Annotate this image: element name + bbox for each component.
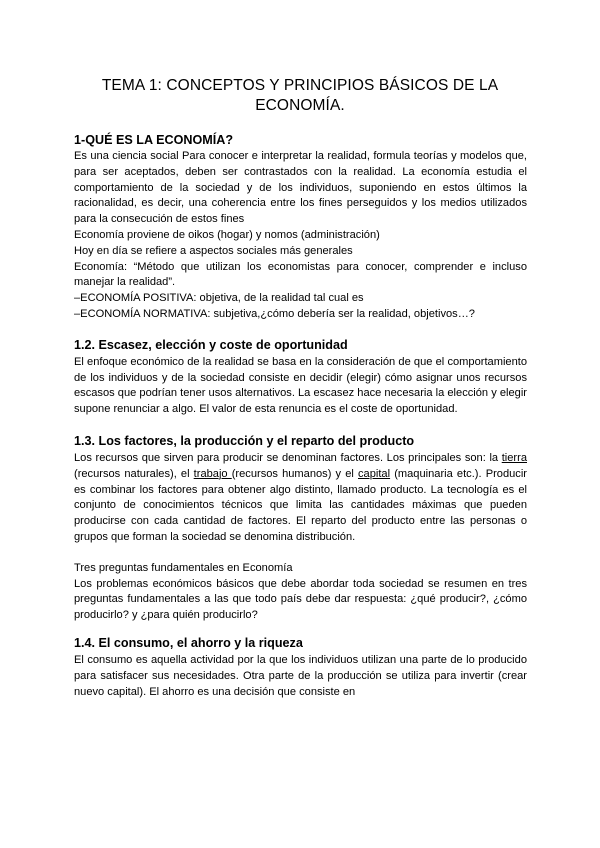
section-4-heading: 1.4. El consumo, el ahorro y la riqueza	[74, 635, 303, 650]
page-title	[60, 76, 540, 116]
section-3-text-c: (recursos humanos) y el	[231, 467, 358, 480]
section-3-subheading: Tres preguntas fundamentales en Economía	[74, 561, 293, 574]
section-1-positive-economics: –ECONOMÍA POSITIVA: objetiva, de la realidad tal cual es	[74, 292, 364, 305]
section-1-etymology: Economía proviene de oikos (hogar) y nomos (administración)	[74, 228, 380, 241]
section-3-questions-paragraph: Los problemas económicos básicos que debe abordar toda sociedad se resumen en tres preguntas fundamentales a las que todo país debe dar respuesta: ¿qué producir?, ¿cómo producirlo? y ¿para quién producirlo?	[74, 577, 527, 622]
paragraph-spacer	[74, 546, 527, 561]
term-capital: capital	[358, 467, 391, 480]
section-3-heading: 1.3. Los factores, la producción y el reparto del producto	[74, 433, 415, 448]
section-4-paragraph: El consumo es aquella actividad por la que los individuos utilizan una parte de lo producido para satisfacer sus necesidades. Otra parte de la producción se utiliza para invertir (crear nuevo capital). El ahorro es una decisión que consiste en	[74, 653, 527, 698]
section-1-paragraph: Es una ciencia social Para conocer e interpretar la realidad, formula teorías y modelos que, para ser aceptados, deben ser contrastados con la realidad. La economía estudia el comportamiento de la sociedad y de los individuos, suponiendo en estos últimos la racionalidad, es decir, una coherencia entre los fines perseguidos y los medios utilizados para la consecución de estos fines	[74, 150, 527, 226]
section-3-text-d: (maquinaria etc.). Producir es combinar los factores para obtener algo distinto, llamado producto. La tecnología es el conjunto de conocimientos técnicos que limita las cantidades máximas que pueden producirse con cada cantidad de factores. El reparto del producto entre las personas o grupos que forman la sociedad se denomina distribución.	[74, 467, 528, 543]
section-1-modern-meaning: Hoy en día se refiere a aspectos sociales más generales	[74, 244, 353, 257]
page-title-line-1: TEMA 1: CONCEPTOS Y PRINCIPIOS BÁSICOS DE LA	[101, 77, 499, 94]
page-title-line-2: ECONOMÍA.	[255, 97, 345, 114]
section-3-text-b: (recursos naturales), el	[74, 467, 194, 480]
term-tierra: tierra	[501, 451, 527, 464]
term-trabajo: trabajo	[193, 467, 232, 480]
section-2-heading: 1.2. Escasez, elección y coste de oportunidad	[74, 337, 348, 352]
section-3-text-a: Los recursos que sirven para producir se denominan factores. Los principales son: la	[74, 451, 502, 464]
section-1-normative-economics: –ECONOMÍA NORMATIVA: subjetiva,¿cómo debería ser la realidad, objetivos…?	[74, 307, 475, 320]
section-2-paragraph: El enfoque económico de la realidad se basa en la consideración de que el comportamiento de los individuos y de la sociedad consiste en decidir (elegir) cómo asignar unos recursos escasos que podrían tener usos alternativos. La escasez hace necesaria la elección y elegir supone renunciar a algo. El valor de esta renuncia es el coste de oportunidad.	[74, 355, 527, 416]
section-1-definition: Economía: “Método que utilizan los economistas para conocer, comprender e incluso manejar la realidad”.	[74, 260, 527, 289]
section-3-paragraph	[74, 451, 527, 546]
document-body	[74, 132, 527, 700]
section-1-heading: 1-QUÉ ES LA ECONOMÍA?	[74, 133, 234, 147]
